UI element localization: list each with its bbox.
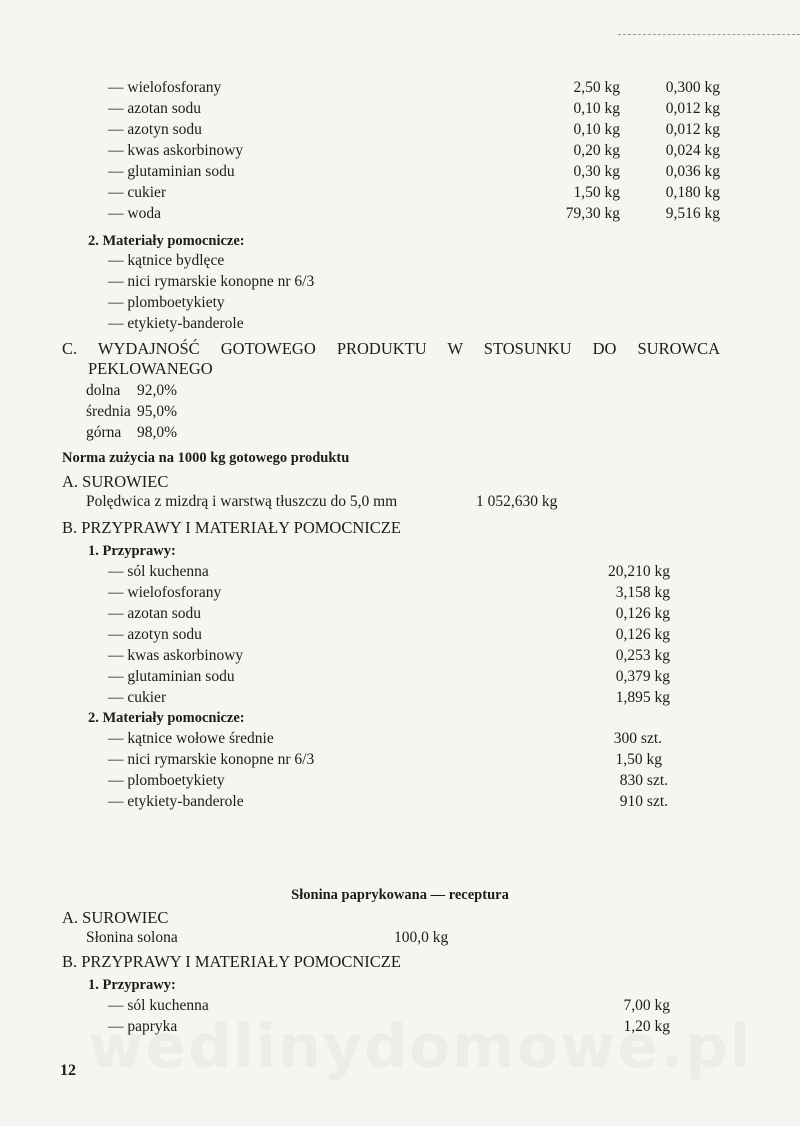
amount-value: 0,30 kg	[573, 163, 620, 180]
amount-value: 1,50 kg	[615, 751, 662, 768]
norma-title: Norma zużycia na 1000 kg gotowego produktu	[62, 450, 350, 466]
list-item: — plomboetykiety	[108, 772, 225, 789]
section-b-heading: B. PRZYPRAWY I MATERIAŁY POMOCNICZE	[62, 518, 401, 537]
amount-value: 910 szt.	[619, 793, 668, 810]
list-item: — azotan sodu	[108, 605, 201, 622]
section-heading: 2. Materiały pomocnicze:	[88, 233, 245, 249]
amount-value: 1,895 kg	[615, 689, 670, 706]
list-item: — nici rymarskie konopne nr 6/3	[108, 273, 315, 290]
amount-value: 79,30 kg	[565, 205, 620, 222]
list-item: — kwas askorbinowy	[108, 647, 244, 664]
amount-value: 7,00 kg	[623, 997, 670, 1014]
list-item: — etykiety-banderole	[108, 315, 244, 332]
amount-value: 3,158 kg	[615, 584, 670, 601]
page-number: 12	[60, 1062, 76, 1079]
list-item: — wielofosforany	[108, 584, 222, 601]
amount-value: 0,012 kg	[665, 121, 720, 138]
amount-value: 1,50 kg	[573, 184, 620, 201]
section-heading: 1. Przyprawy:	[88, 543, 176, 559]
amount-value: 0,024 kg	[665, 142, 720, 159]
list-item: — glutaminian sodu	[108, 163, 235, 180]
section-heading: 2. Materiały pomocnicze:	[88, 710, 245, 726]
recipe-title: Słonina paprykowana — receptura	[291, 887, 509, 903]
amount-value: 0,253 kg	[615, 647, 670, 664]
list-item: — nici rymarskie konopne nr 6/3	[108, 751, 315, 768]
list-item: — azotyn sodu	[108, 626, 202, 643]
top-rule	[618, 34, 800, 35]
list-item: — etykiety-banderole	[108, 793, 244, 810]
raw-material-value: 100,0 kg	[394, 929, 449, 946]
list-item: — kątnice bydlęce	[108, 252, 225, 269]
section-heading: 1. Przyprawy:	[88, 977, 176, 993]
amount-value: 2,50 kg	[573, 79, 620, 96]
amount-value: 830 szt.	[619, 772, 668, 789]
list-item: — cukier	[108, 689, 167, 706]
amount-value: 0,126 kg	[615, 626, 670, 643]
section-c-heading: C. WYDAJNOŚĆ GOTOWEGO PRODUKTU W STOSUNKU DO SUROWCA	[62, 339, 720, 358]
list-item: — kątnice wołowe średnie	[108, 730, 274, 747]
list-item: — azotan sodu	[108, 100, 201, 117]
list-item: — plomboetykiety	[108, 294, 225, 311]
list-item: — sól kuchenna	[108, 997, 209, 1014]
yield-label: średnia	[86, 403, 131, 420]
amount-value: 0,012 kg	[665, 100, 720, 117]
list-item: — kwas askorbinowy	[108, 142, 244, 159]
yield-value: 98,0%	[137, 424, 178, 441]
amount-value: 0,10 kg	[573, 121, 620, 138]
raw-material-item: Słonina solona	[86, 929, 178, 946]
amount-value: 0,379 kg	[615, 668, 670, 685]
section-a-heading: A. SUROWIEC	[62, 472, 169, 491]
list-item: — glutaminian sodu	[108, 668, 235, 685]
yield-value: 92,0%	[137, 382, 178, 399]
section-a-heading: A. SUROWIEC	[62, 908, 169, 927]
list-item: — azotyn sodu	[108, 121, 202, 138]
amount-value: 9,516 kg	[665, 205, 720, 222]
section-c-heading-cont: PEKLOWANEGO	[88, 359, 213, 378]
amount-value: 0,126 kg	[615, 605, 670, 622]
list-item: — sól kuchenna	[108, 563, 209, 580]
amount-value: 0,10 kg	[573, 100, 620, 117]
raw-material-value: 1 052,630 kg	[476, 493, 558, 510]
amount-value: 0,180 kg	[665, 184, 720, 201]
amount-value: 0,036 kg	[665, 163, 720, 180]
amount-value: 20,210 kg	[608, 563, 670, 580]
yield-label: dolna	[86, 382, 121, 399]
list-item: — wielofosforany	[108, 79, 222, 96]
list-item: — cukier	[108, 184, 167, 201]
amount-value: 0,20 kg	[573, 142, 620, 159]
section-b-heading: B. PRZYPRAWY I MATERIAŁY POMOCNICZE	[62, 952, 401, 971]
amount-value: 1,20 kg	[623, 1018, 670, 1035]
amount-value: 300 szt.	[613, 730, 662, 747]
raw-material-item: Polędwica z mizdrą i warstwą tłuszczu do 5,0 mm	[86, 493, 398, 510]
yield-value: 95,0%	[137, 403, 178, 420]
list-item: — woda	[108, 205, 161, 222]
yield-label: górna	[86, 424, 122, 441]
list-item: — papryka	[108, 1018, 178, 1035]
amount-value: 0,300 kg	[665, 79, 720, 96]
